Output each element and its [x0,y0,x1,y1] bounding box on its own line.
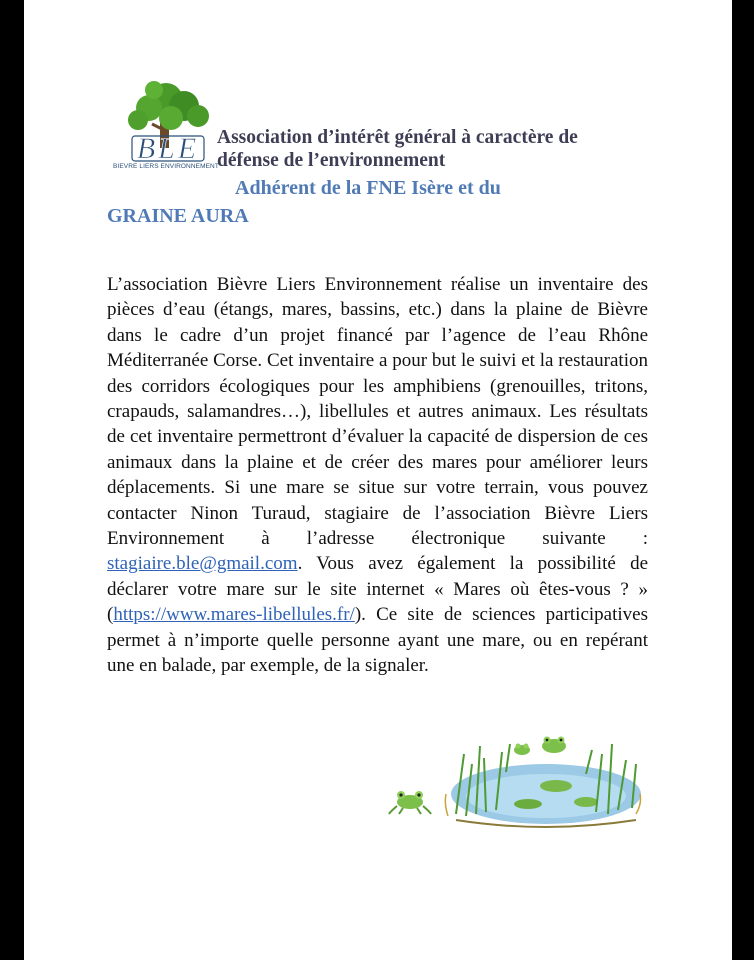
website-link[interactable]: https://www.mares-libellules.fr/ [113,604,355,626]
document-page [24,0,732,960]
logo-letters: BLE [136,132,200,165]
frog-icon [387,786,433,816]
membership-line-2: GRAINE AURA [107,205,249,227]
body-text-part1: L’association Bièvre Liers Environnement réalise un inventaire des pièces d’eau (étangs, mares, bassins, etc.) dans la plaine de Bièvre dans le cadre d’un projet financé par l’agence de l’eau Rhône Méditerranée Corse. Cet inventaire a pour but le suivi et la restauration des corridors écologiques pour les amphibiens (grenouilles, tritons, crapauds, salamandres…), libellules et autres animaux. Les résultats de cet inventaire permettront d’évaluer la capacité de dispersion de ces animaux dans la plaine et de créer des mares pour améliorer leurs déplacements. Si une mare se situe sur votre terrain, vous pouvez contacter Ninon Turaud, stagiaire de l’association Bièvre Liers Environnement à l’adresse électronique suivante : [107,274,648,550]
ble-logo [116,78,220,176]
email-link[interactable]: stagiaire.ble@gmail.com [107,553,298,575]
membership-line-1: Adhérent de la FNE Isère et du [235,177,501,199]
body-text-part2: . Vous avez également la possibilité de déclarer votre mare sur le site internet « Mares où êtes-vous ? » ( [107,553,648,626]
association-title: Association d’intérêt général à caractère de défense de l’environnement [217,127,578,171]
body-text-part3: ). Ce site de sciences participatives permet à n’importe quelle personne ayant une mare, ou en repérant une en balade, par exemple, de la signaler. [107,604,648,677]
pond-illustration [436,724,648,834]
logo-caption: BIEVRE LIERS ENVIRONNEMENT [113,163,219,170]
body-paragraph [107,272,648,679]
